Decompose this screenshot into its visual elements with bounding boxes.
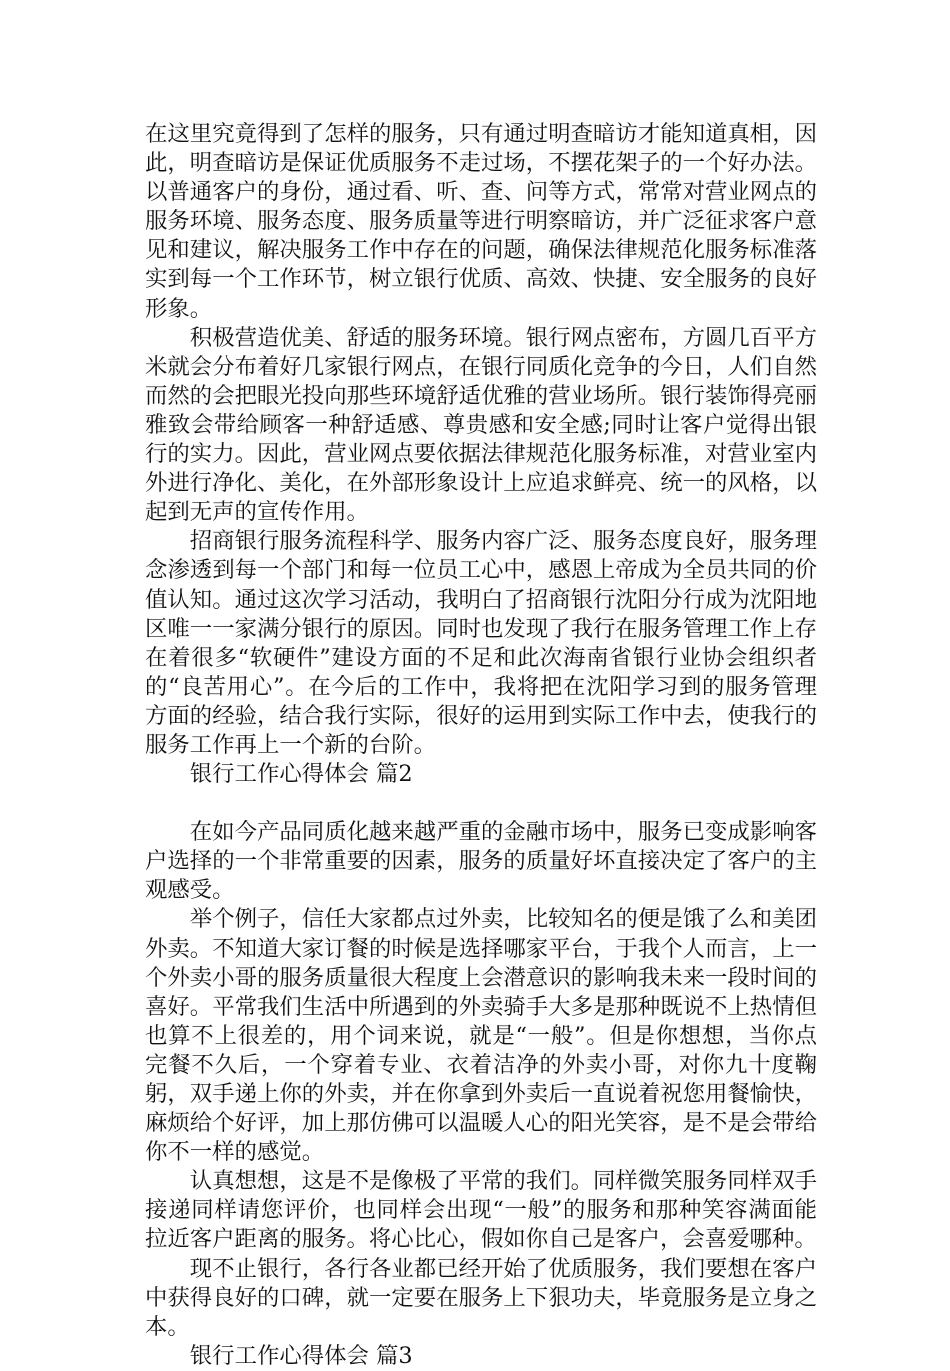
- paragraph-s1-p3: 招商银行服务流程科学、服务内容广泛、服务态度良好，服务理念渗透到每一个部门和每一位员工心中，感恩上帝成为全员共同的价值认知。通过这次学习活动，我明白了招商银行沈阳分行成为沈阳地区唯一一家满分银行的原因。同时也发现了我行在服务管理工作上存在着很多“软硬件”建设方面的不足和此次海南省银行业协会组织者的“良苦用心”。在今后的工作中，我将把在沈阳学习到的服务管理方面的经验，结合我行实际，很好的运用到实际工作中去，使我行的服务工作再上一个新的台阶。: [145, 528, 817, 758]
- paragraph-s1-p2: 积极营造优美、舒适的服务环境。银行网点密布，方圆几百平方米就会分布着好几家银行网点，在银行同质化竞争的今日，人们自然而然的会把眼光投向那些环境舒适优雅的营业场所。银行装饰得亮丽雅致会带给顾客一种舒适感、尊贵感和安全感;同时让客户觉得出银行的实力。因此，营业网点要依据法律规范化服务标准，对营业室内外进行净化、美化，在外部形象设计上应追求鲜亮、统一的风格，以起到无声的宣传作用。: [145, 324, 817, 526]
- paragraph-s2-p4: 现不止银行，各行各业都已经开始了优质服务，我们要想在客户中获得良好的口碑，就一定要在服务上下狠功夫，毕竟服务是立身之本。: [145, 1255, 817, 1340]
- document-page: [145, 120, 817, 1371]
- paragraph-s2-p1: 在如今产品同质化越来越严重的金融市场中，服务已变成影响客户选择的一个非常重要的因素，服务的质量好坏直接决定了客户的主观感受。: [145, 819, 817, 904]
- section-heading-2: 银行工作心得体会 篇2: [189, 761, 413, 788]
- blank-line: [145, 789, 817, 818]
- paragraph-s1-p1: 在这里究竟得到了怎样的服务，只有通过明查暗访才能知道真相，因此，明查暗访是保证优质服务不走过场，不摆花架子的一个好办法。以普通客户的身份，通过看、听、查、问等方式，常常对营业网点的服务环境、服务态度、服务质量等进行明察暗访，并广泛征求客户意见和建议，解决服务工作中存在的问题，确保法律规范化服务标准落实到每一个工作环节，树立银行优质、高效、快捷、安全服务的良好形象。: [145, 121, 817, 322]
- paragraph-s2-p3: 认真想想，这是不是像极了平常的我们。同样微笑服务同样双手接递同样请您评价，也同样会出现“一般”的服务和那种笑容满面能拉近客户距离的服务。将心比心，假如你自己是客户，会喜爱哪种。: [145, 1168, 817, 1253]
- paragraph-s2-p2: 举个例子，信任大家都点过外卖，比较知名的便是饿了么和美团外卖。不知道大家订餐的时候是选择哪家平台，于我个人而言，上一个外卖小哥的服务质量很大程度上会潜意识的影响我未来一段时间的喜好。平常我们生活中所遇到的外卖骑手大多是那种既说不上热情但也算不上很差的，用个词来说，就是“一般”。但是你想想，当你点完餐不久后，一个穿着专业、衣着洁净的外卖小哥，对你九十度鞠躬，双手递上你的外卖，并在你拿到外卖后一直说着祝您用餐愉快，麻烦给个好评，加上那仿佛可以温暖人心的阳光笑容，是不是会带给你不一样的感觉。: [145, 906, 817, 1166]
- section-heading-3: 银行工作心得体会 篇3: [189, 1342, 413, 1369]
